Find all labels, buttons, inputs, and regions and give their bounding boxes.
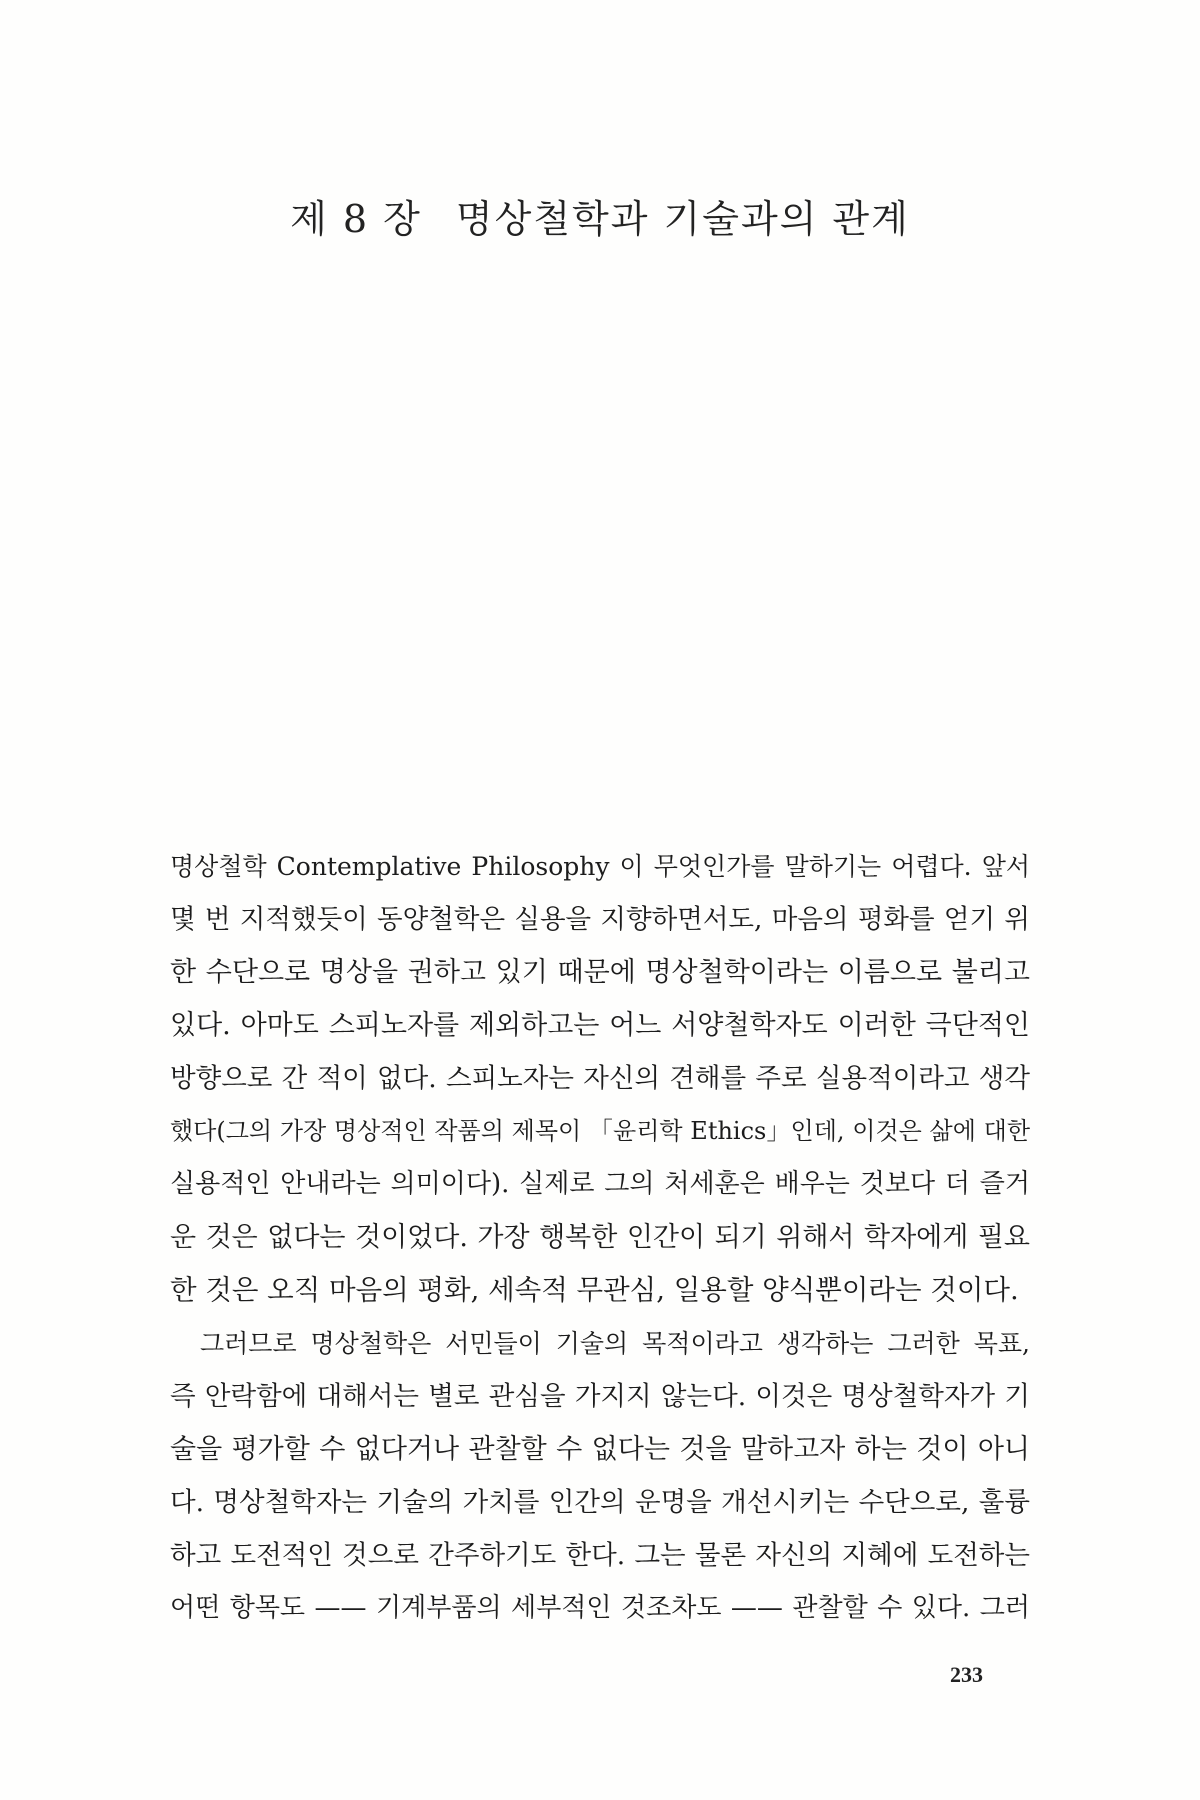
text-line: 운 것은 없다는 것이었다. 가장 행복한 인간이 되기 위해서 학자에게 필요 — [170, 1222, 1030, 1253]
text-line: 한 수단으로 명상을 권하고 있기 때문에 명상철학이라는 이름으로 불리고 — [170, 957, 1030, 988]
text-line: 했다(그의 가장 명상적인 작품의 제목이 「윤리학 Ethics」인데, 이것은 삶에 대한 — [170, 1117, 1030, 1145]
text-line: 다. 명상철학자는 기술의 가치를 인간의 운명을 개선시키는 수단으로, 훌륭 — [170, 1487, 1030, 1518]
text-line: 하고 도전적인 것으로 간주하기도 한다. 그는 물론 자신의 지혜에 도전하는 — [170, 1540, 1030, 1571]
chapter-name: 명상철학과 기술과의 관계 — [455, 197, 910, 241]
text-line: 어떤 항목도 —— 기계부품의 세부적인 것조차도 —— 관찰할 수 있다. 그러 — [170, 1593, 1030, 1623]
text-line: 한 것은 오직 마음의 평화, 세속적 무관심, 일용할 양식뿐이라는 것이다. — [170, 1274, 1019, 1306]
text-line: 실용적인 안내라는 의미이다). 실제로 그의 처세훈은 배우는 것보다 더 즐거 — [170, 1169, 1030, 1199]
text-line: 있다. 아마도 스피노자를 제외하고는 어느 서양철학자도 이러한 극단적인 — [170, 1010, 1030, 1041]
chapter-number: 제 8 장 — [290, 197, 422, 241]
text-line: 방향으로 간 적이 없다. 스피노자는 자신의 견해를 주로 실용적이라고 생각 — [170, 1063, 1030, 1094]
text-line: 몇 번 지적했듯이 동양철학은 실용을 지향하면서도, 마음의 평화를 얻기 위 — [170, 904, 1030, 935]
text-line: 명상철학 Contemplative Philosophy 이 무엇인가를 말하기는 어렵다. 앞서 — [170, 852, 1030, 881]
text-line: 그러므로 명상철학은 서민들이 기술의 목적이라고 생각하는 그러한 목표, — [200, 1329, 1030, 1358]
text-line: 즉 안락함에 대해서는 별로 관심을 가지지 않는다. 이것은 명상철학자가 기 — [170, 1381, 1030, 1412]
page-number: 233 — [950, 1662, 983, 1687]
chapter-title — [0, 188, 1200, 243]
text-line: 술을 평가할 수 없다거나 관찰할 수 없다는 것을 말하고자 하는 것이 아니 — [170, 1434, 1030, 1465]
body-text — [170, 840, 1030, 1635]
